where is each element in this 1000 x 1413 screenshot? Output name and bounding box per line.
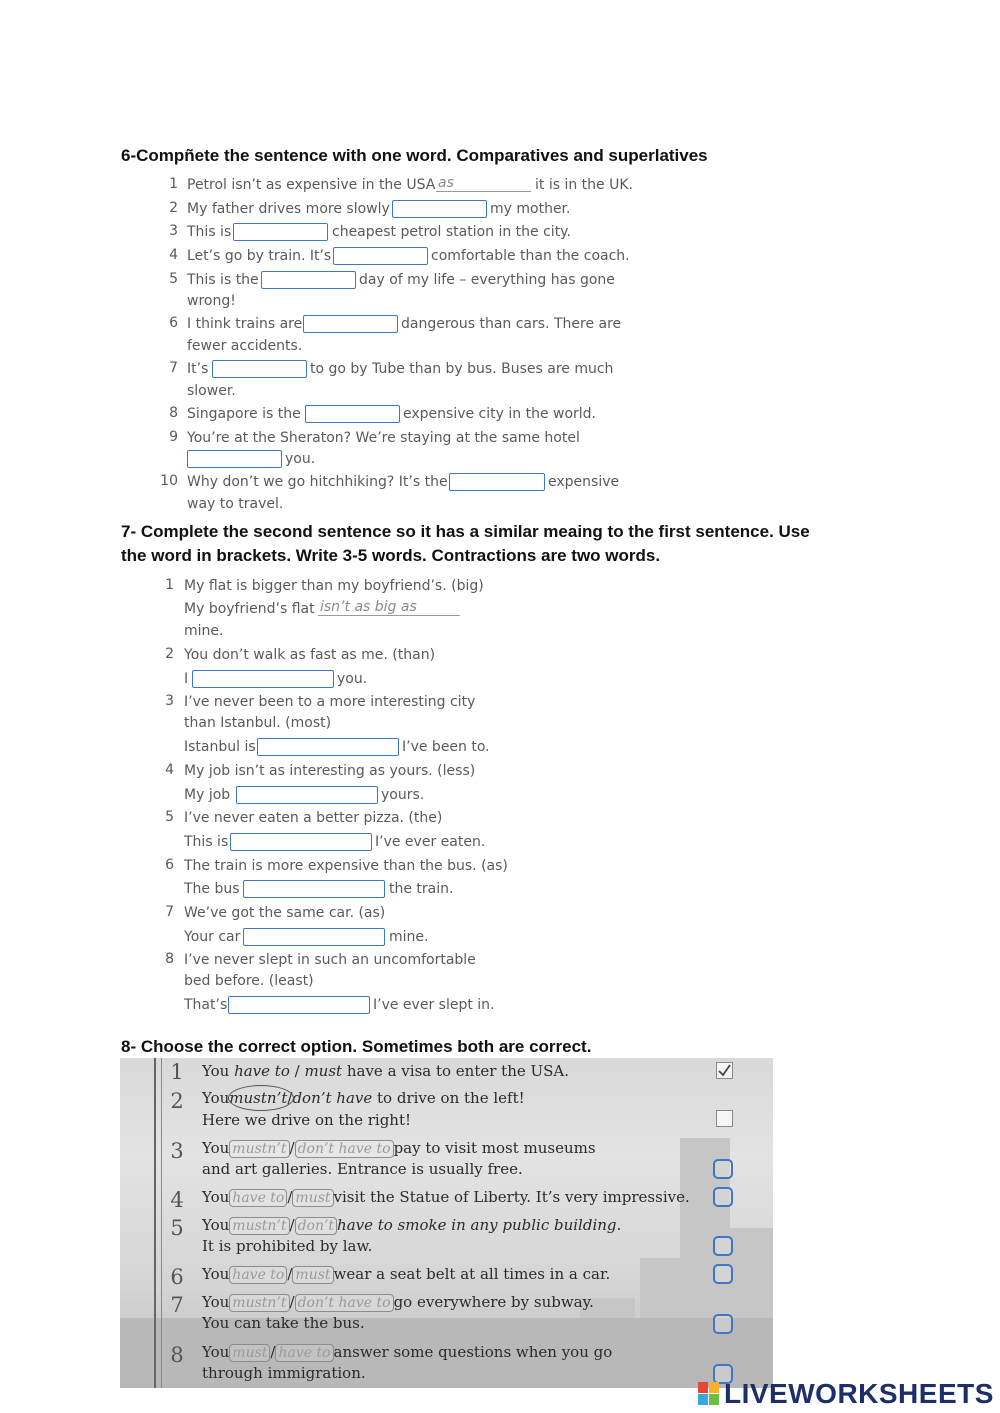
option-sentence-line2: and art galleries. Entrance is usually free. [202,1160,523,1178]
sentence-text: That’s [184,997,228,1013]
checkmark-icon [717,1063,732,1078]
sentence-text: to go by Tube than by bus. Buses are much [310,361,614,377]
option-b-button[interactable]: don’t have to [295,1294,394,1312]
margin-rule [154,1058,156,1388]
sentence-text: My boyfriend’s flat [184,601,315,617]
sentence-text: mine. [389,929,429,945]
sentence-text: I’ve ever slept in. [373,997,495,1013]
sentence-text: Let’s go by train. It’s [187,248,332,264]
example-underline [318,615,460,616]
sentence-text: you. [285,451,316,467]
option-b-button[interactable]: must [292,1266,333,1284]
first-sentence: My flat is bigger than my boyfriend’s. (big) [184,578,484,594]
item-number: 5 [165,809,174,825]
sentence-text: My father drives more slowly [187,201,390,217]
answer-input[interactable] [212,360,307,378]
option-a-button[interactable]: have to [229,1189,287,1207]
item-number: 8 [170,1343,184,1367]
sentence-text: This is [184,834,229,850]
item-number: 6 [165,857,174,873]
option-sentence-line2: through immigration. [202,1364,366,1382]
liveworksheets-brand: LIVEWORKSHEETS [724,1378,994,1409]
item-number: 3 [169,223,178,239]
first-sentence-line2: than Istanbul. (most) [184,715,332,731]
liveworksheets-logo-icon [698,1382,720,1406]
first-sentence: I’ve never slept in such an uncomfortable [184,952,476,968]
item-number: 9 [169,429,178,445]
option-sentence-line2: It is prohibited by law. [202,1237,373,1255]
option-sentence: You mustn’t / don’t have to pay to visit most museums [202,1139,596,1157]
answer-checkbox[interactable] [713,1236,733,1256]
answer-input[interactable] [228,996,370,1014]
circled-answer-mark [228,1085,294,1111]
option-a: mustn’t [229,1089,288,1107]
answer-input[interactable] [192,670,334,688]
answer-input[interactable] [230,833,372,851]
example-underline [436,191,531,192]
option-sentence: You have to / must visit the Statue of Liberty. It’s very impressive. [202,1188,690,1206]
option-a-button[interactable]: mustn’t [229,1140,289,1158]
empty-box [716,1110,733,1127]
option-a-button[interactable]: mustn’t [229,1294,289,1312]
sentence-text: Why don’t we go hitchhiking? It’s the [187,474,448,490]
item-number: 2 [169,200,178,216]
item-number: 7 [165,904,174,920]
sentence-text: expensive [548,474,620,490]
item-number: 10 [160,473,178,489]
sentence-text: This is the [187,272,259,288]
sentence-text: the train. [389,881,454,897]
checked-box [716,1062,733,1079]
sentence-text: My job [184,787,231,803]
sentence-text: I’ve ever eaten. [375,834,486,850]
sentence-text: Petrol isn’t as expensive in the USA [187,177,436,193]
sentence-text: Istanbul is [184,739,256,755]
first-sentence: The train is more expensive than the bus. (as) [184,858,508,874]
sentence-text: day of my life – everything has gone [359,272,615,288]
item-number: 3 [170,1139,184,1163]
exercise-7-heading-line2: the word in brackets. Write 3-5 words. Contractions are two words. [121,546,661,565]
item-number: 8 [169,405,178,421]
item-number: 7 [169,360,178,376]
answer-input[interactable] [449,473,545,491]
option-b: don’t have [292,1089,373,1107]
first-sentence: I’ve never been to a more interesting city [184,694,476,710]
first-sentence: My job isn’t as interesting as yours. (less) [184,763,476,779]
option-a-button[interactable]: must [229,1344,270,1362]
item-number: 2 [170,1089,184,1113]
item-number: 5 [170,1216,184,1240]
option-b: must [304,1062,343,1080]
answer-input[interactable] [243,928,385,946]
answer-checkbox[interactable] [713,1264,733,1284]
option-sentence: You must / have to answer some questions when you go [202,1343,613,1361]
sentence-text: dangerous than cars. There are [401,316,622,332]
exercise-6-heading: 6-Compñete the sentence with one word. Comparatives and superlatives [121,146,708,165]
sentence-text: I think trains are [187,316,303,332]
sentence-text: This is [187,224,232,240]
item-number: 6 [169,315,178,331]
sentence-text: It’s [187,361,209,377]
sentence-text: expensive city in the world. [403,406,597,422]
option-b-button[interactable]: have to [275,1344,333,1362]
item-number: 4 [165,762,174,778]
sentence-text: Singapore is the [187,406,301,422]
option-sentence: Youmustn’t/don’t have to drive on the left! [202,1089,525,1107]
item-number: 1 [170,1060,184,1084]
option-b-button[interactable]: must [292,1189,333,1207]
exercise-7-heading: 7- Complete the second sentence so it has a similar meaing to the first sentence. Use [121,522,810,541]
sentence-text: mine. [184,623,224,639]
answer-input[interactable] [392,200,487,218]
answer-input[interactable] [257,738,399,756]
example-answer: isn’t as big as [320,599,417,615]
answer-input[interactable] [303,315,398,333]
item-number: 8 [165,951,174,967]
sentence-text: fewer accidents. [187,338,303,354]
answer-input[interactable] [333,247,428,265]
sentence-text: slower. [187,383,236,399]
answer-input[interactable] [243,880,385,898]
item-number: 4 [169,247,178,263]
first-sentence: You don’t walk as fast as me. (than) [184,647,436,663]
item-number: 2 [165,646,174,662]
option-b-button[interactable]: don’t have to [295,1140,394,1158]
sentence-text: yours. [381,787,425,803]
sentence-text: I’ve been to. [402,739,490,755]
sentence-text: cheapest petrol station in the city. [332,224,571,240]
first-sentence: I’ve never eaten a better pizza. (the) [184,810,443,826]
answer-checkbox[interactable] [713,1159,733,1179]
answer-input[interactable] [305,405,400,423]
answer-input[interactable] [236,786,378,804]
sentence-text: The bus [184,881,240,897]
option-b-button[interactable]: don’t [295,1217,337,1235]
item-number: 5 [169,271,178,287]
sentence-text: I [184,671,189,687]
answer-input[interactable] [187,450,282,468]
item-number: 6 [170,1265,184,1289]
exercise-8-image-panel [120,1058,773,1388]
answer-input[interactable] [233,223,328,241]
option-sentence-line2: Here we drive on the right! [202,1111,412,1129]
item-number: 1 [169,176,178,192]
sentence-text: Your car [184,929,241,945]
sentence-text: you. [337,671,368,687]
sentence-text: way to travel. [187,496,284,512]
sentence-text: You’re at the Sheraton? We’re staying at the same hotel [187,430,580,446]
margin-rule [161,1058,162,1388]
item-number: 3 [165,693,174,709]
option-sentence: You mustn’t / don’t have to smoke in any public building. [202,1216,622,1234]
sentence-text: comfortable than the coach. [431,248,630,264]
sentence-text: it is in the UK. [535,177,633,193]
option-sentence: You have to / must have a visa to enter the USA. [202,1062,570,1080]
example-answer: as [438,175,454,191]
option-sentence-line2: You can take the bus. [202,1314,365,1332]
first-sentence: We’ve got the same car. (as) [184,905,386,921]
item-number: 1 [165,577,174,593]
answer-input[interactable] [261,271,356,289]
exercise-8-heading: 8- Choose the correct option. Sometimes both are correct. [121,1037,592,1056]
option-a-button[interactable]: mustn’t [229,1217,289,1235]
item-number: 7 [170,1293,184,1317]
option-a-button[interactable]: have to [229,1266,287,1284]
sentence-text: my mother. [490,201,571,217]
answer-checkbox[interactable] [713,1314,733,1334]
option-sentence: You have to / must wear a seat belt at all times in a car. [202,1265,611,1283]
first-sentence-line2: bed before. (least) [184,973,314,989]
sentence-text: wrong! [187,293,236,309]
option-sentence: You mustn’t / don’t have to go everywhere by subway. [202,1293,594,1311]
item-number: 4 [170,1188,184,1212]
option-a: have to [234,1062,290,1080]
answer-checkbox[interactable] [713,1187,733,1207]
